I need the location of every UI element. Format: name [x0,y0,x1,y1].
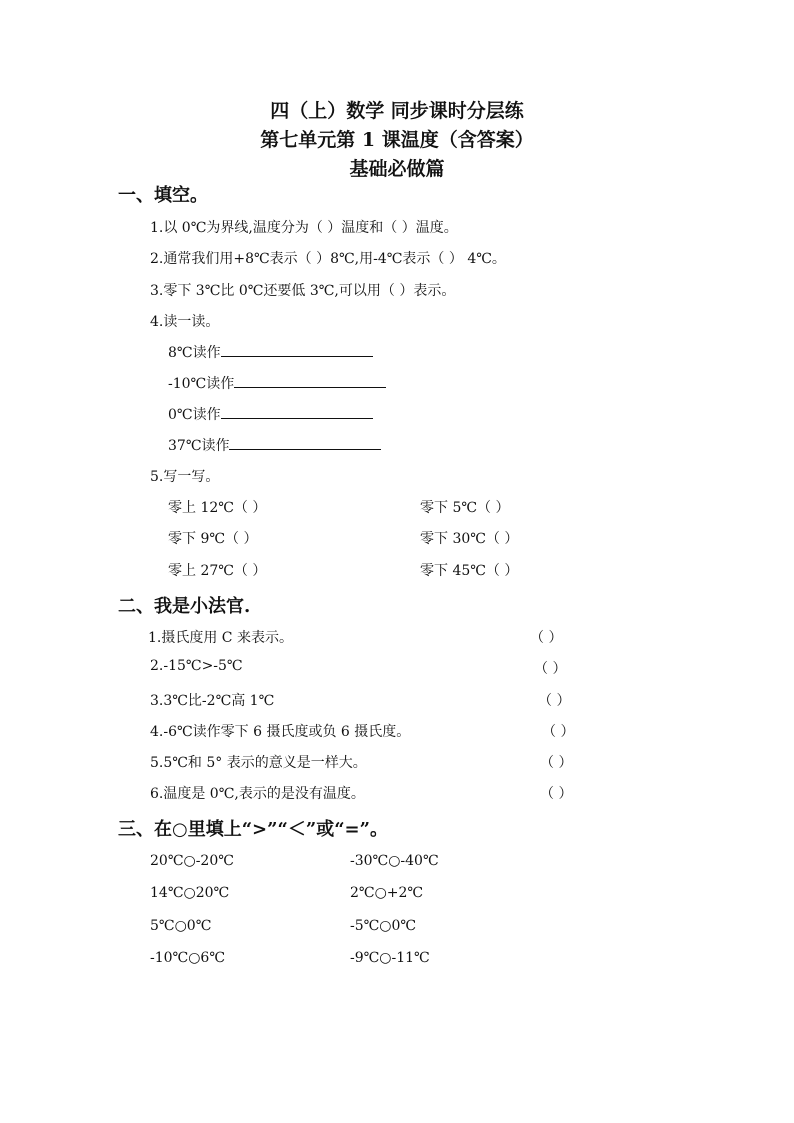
judge-paren-6: （ ） [540,786,573,802]
compare-right-2: 2℃○+2℃ [350,885,424,901]
section-1-heading: 一、填空。 [118,185,208,206]
question-1-1: 1.以 0℃为界线,温度分为（ ）温度和（ ）温度。 [150,220,458,236]
answer-line [234,373,386,388]
answer-line [221,342,373,357]
write-item-left-3: 零上 27℃（ ） [168,563,267,579]
judge-paren-4: （ ） [542,724,575,740]
question-1-2: 2.通常我们用+8℃表示（ ）8℃,用-4℃表示（ ） 4℃。 [150,251,506,267]
judge-item-3: 3.3℃比-2℃高 1℃ [150,693,275,709]
read-item-3 [168,404,373,424]
write-item-right-1: 零下 5℃（ ） [420,500,510,516]
judge-paren-1: （ ） [530,630,563,646]
compare-left-4: -10℃○6℃ [150,950,225,966]
compare-left-3: 5℃○0℃ [150,918,212,934]
compare-left-1: 20℃○-20℃ [150,853,234,869]
compare-right-4: -9℃○-11℃ [350,950,430,966]
question-1-5-title: 5.写一写。 [150,469,220,485]
compare-left-2: 14℃○20℃ [150,885,230,901]
section-2-heading: 二、我是小法官. [118,596,251,617]
title-line-1: 四（上）数学 同步课时分层练 [270,100,524,122]
answer-line [221,404,373,419]
section-3-heading: 三、在○里填上“>”“＜”或“=”。 [118,819,388,840]
write-item-left-2: 零下 9℃（ ） [168,531,258,547]
judge-paren-2: （ ） [534,661,567,677]
judge-item-6: 6.温度是 0℃,表示的是没有温度。 [150,786,365,802]
read-item-1 [168,342,373,362]
title-line-2: 第七单元第 1 课温度（含答案） [260,129,534,151]
question-1-3: 3.零下 3℃比 0℃还要低 3℃,可以用（ ）表示。 [150,283,456,299]
question-1-4-title: 4.读一读。 [150,314,220,330]
read-item-label: -10℃读作 [168,376,235,392]
read-item-label: 8℃读作 [168,345,221,361]
judge-item-4: 4.-6℃读作零下 6 摄氏度或负 6 摄氏度。 [150,724,411,740]
title-line-3: 基础必做篇 [349,158,445,180]
write-item-left-1: 零上 12℃（ ） [168,500,267,516]
judge-item-2: 2.-15℃>-5℃ [150,658,243,674]
judge-item-1: 1.摄氏度用 C 来表示。 [148,630,293,646]
answer-line [229,435,381,450]
write-item-right-3: 零下 45℃（ ） [420,563,519,579]
read-item-label: 0℃读作 [168,407,221,423]
read-item-2 [168,373,386,393]
compare-right-1: -30℃○-40℃ [350,853,439,869]
judge-paren-5: （ ） [540,755,573,771]
read-item-4 [168,435,381,455]
judge-item-5: 5.5℃和 5° 表示的意义是一样大。 [150,755,367,771]
read-item-label: 37℃读作 [168,438,230,454]
judge-paren-3: （ ） [538,693,571,709]
write-item-right-2: 零下 30℃（ ） [420,531,519,547]
compare-right-3: -5℃○0℃ [350,918,417,934]
